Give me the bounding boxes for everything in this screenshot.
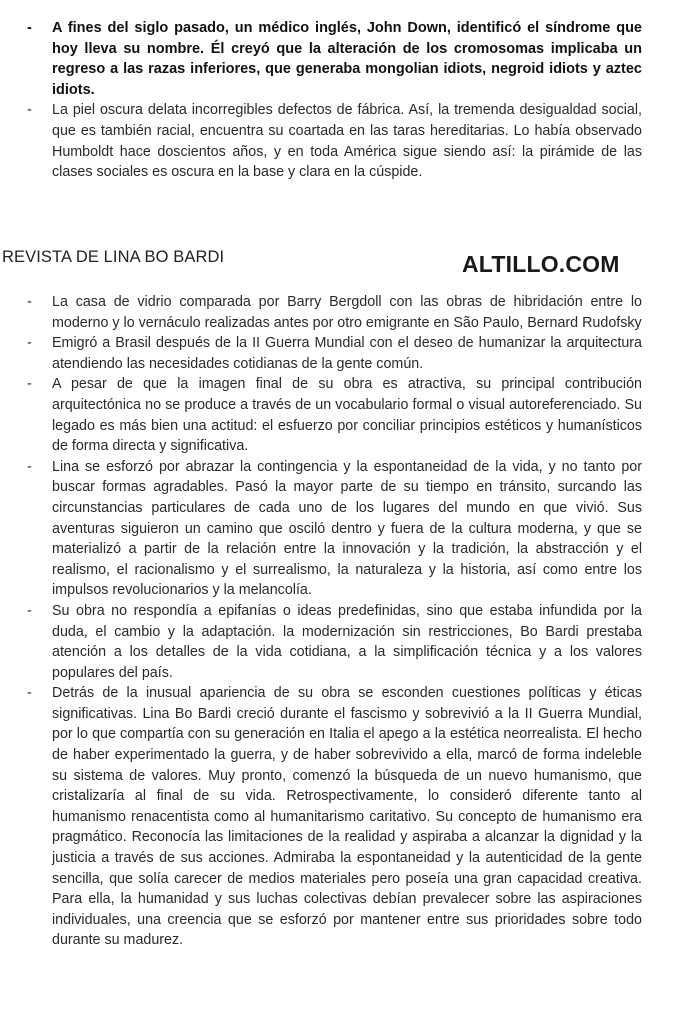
bullet-dash: - bbox=[27, 294, 32, 310]
list-item-text: A fines del siglo pasado, un médico inglés, John Down, identificó el síndrome que hoy lleva su nombre. Él creyó que la alteración de los cromosomas implicaba un regreso a las razas inferiores, que generaba mongolian idiots, negroid idiots y aztec idiots. bbox=[52, 20, 642, 98]
list-item-text: Lina se esforzó por abrazar la contingencia y la espontaneidad de la vida, y no tanto por buscar formas agradables. Pasó la mayor parte de su tiempo en tránsito, surcando las circunstancias particulares de cada uno de los lugares del mundo en que vivió. Sus aventuras siguieron un camino que osciló dentro y fuera de la cultura moderna, y que se materializó a partir de la relación entre la innovación y la tradición, la abstracción y el realismo, el racionalismo y el surrealismo, la naturaleza y la historia, así como entre los impulsos revolucionarios y la melancolía. bbox=[52, 458, 642, 599]
list-item-text: La casa de vidrio comparada por Barry Bergdoll con las obras de hibridación entre lo moderno y lo vernáculo realizadas antes por otro emigrante en São Paulo, Bernard Rudofsky bbox=[52, 294, 642, 331]
intro-section bbox=[0, 18, 700, 183]
bullet-dash: - bbox=[27, 376, 32, 393]
bullet-dash: - bbox=[27, 602, 32, 619]
list-item-emigro bbox=[0, 333, 700, 374]
list-item-text: Emigró a Brasil después de la II Guerra Mundial con el deseo de humanizar la arquitectura atendiendo las necesidades cotidianas de la gente común. bbox=[52, 335, 642, 372]
intro-list bbox=[0, 18, 700, 183]
lina-bo-bardi-list bbox=[0, 292, 700, 951]
list-item-casa-de-vidrio bbox=[0, 292, 700, 333]
list-item-text: Su obra no respondía a epifanías o ideas predefinidas, sino que estaba infundida por la duda, el cambio y la adaptación. la modernización sin restricciones, Bo Bardi prestaba atención a los detalles de la vida cotidiana, a la simplificación técnica y a los valores populares del país. bbox=[52, 602, 642, 681]
list-item-text: A pesar de que la imagen final de su obra es atractiva, su principal contribución arquitectónica no se produce a través de un vocabulario formal o visual autoreferenciado. Su legado es más bien una actitud: el esfuerzo por conciliar principios estéticos y humanísticos de forma directa y significativa. bbox=[52, 376, 642, 455]
list-item-text: La piel oscura delata incorregibles defectos de fábrica. Así, la tremenda desigualdad social, que es también racial, encuentra su coartada en las taras hereditarias. Lo había observado Humboldt hace doscientos años, y en toda América sigue siendo así: la pirámide de las clases sociales es oscura en la base y clara en la cúspide. bbox=[52, 102, 642, 181]
bullet-dash: - bbox=[27, 102, 32, 119]
list-item-text: Detrás de la inusual apariencia de su obra se esconden cuestiones políticas y éticas significativas. Lina Bo Bardi creció durante el fascismo y sobrevivió a la II Guerra Mundial, por lo que compartía con su generación en Italia el apego a la estética neorrealista. El hecho de haber experimentado la guerra, y de haber sobrevivido a ella, marcó de forma indeleble su sistema de valores. Muy pronto, comenzó la búsqueda de un nuevo humanismo, que cristalizaría al final de su vida. Retrospectivamente, lo consideró diferente tanto al humanismo renacentista como al humanitarismo caritativo. Su concepto de humanismo era pragmático. Reconocía las limitaciones de la realidad y aspiraba a alcanzar la dignidad y la justicia a través de sus acciones. Admiraba la espontaneidad y la autenticidad de la gente sencilla, que solía carecer de medios materiales pero poseía una gran capacidad creativa. Para ella, la humanidad y sus luchas colectivas debían prevalecer sobre las aspiraciones individuales, una creencia que se esforzó por mantener entre sus prioridades sobre todo durante su madurez. bbox=[52, 685, 642, 949]
bullet-dash: - bbox=[27, 458, 32, 475]
list-item-piel-oscura bbox=[0, 100, 700, 182]
section-heading-row bbox=[0, 246, 700, 280]
section-heading: REVISTA DE LINA BO BARDI bbox=[2, 248, 225, 266]
list-item-epifanias bbox=[0, 601, 700, 683]
list-item-contingencia bbox=[0, 457, 700, 601]
list-item-john-down bbox=[0, 18, 700, 100]
list-item-contribucion bbox=[0, 374, 700, 456]
lina-bo-bardi-section bbox=[0, 292, 700, 951]
watermark-logo: ALTILLO.COM bbox=[462, 251, 620, 277]
bullet-dash: - bbox=[27, 685, 32, 702]
list-item-cuestiones-politicas bbox=[0, 683, 700, 951]
bullet-dash: - bbox=[27, 335, 32, 352]
bullet-dash: - bbox=[27, 20, 32, 36]
